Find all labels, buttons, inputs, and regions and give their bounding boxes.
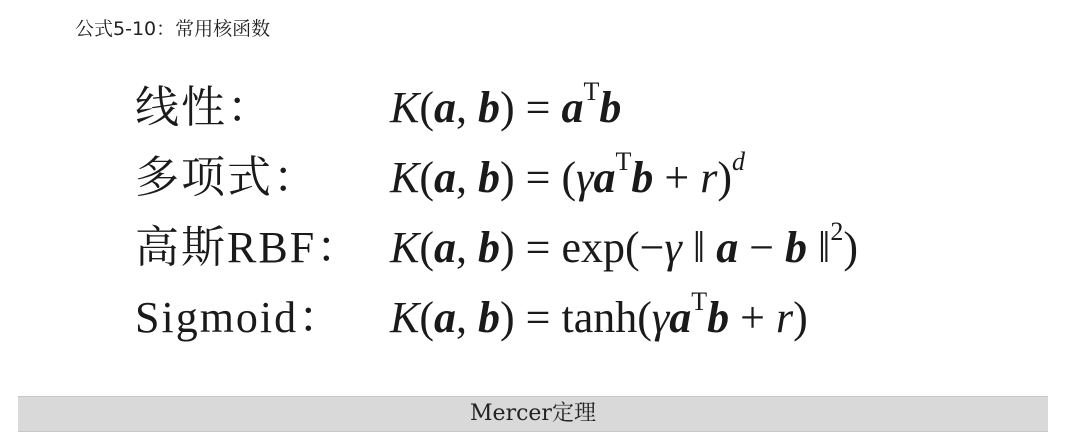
kernel-label-linear: 线性： [135, 83, 273, 132]
kernel-expression-polynomial: K(a, $b) = (\gamma a^Tb + r)^d$ [390, 147, 745, 202]
formula-caption: 公式5-10：常用核函数 [75, 18, 271, 40]
kernel-label-polynomial: 多项式： [135, 153, 319, 202]
kernel-label-sigmoid: Sigmoid： [135, 293, 345, 342]
kernel-label-rbf: 高斯RBF： [135, 223, 363, 272]
section-header-mercer: Mercer定理 [18, 396, 1048, 432]
kernel-expression-linear: K(a, $b) = a^Tb$ [390, 77, 622, 132]
kernel-expression-rbf: K(a, b) = exp(−γ ‖ a − b ‖$^2$) [390, 217, 859, 272]
kernel-expression-sigmoid: K(a, $b) = \tanh(\gamma a^Tb + r)$ [390, 287, 808, 342]
